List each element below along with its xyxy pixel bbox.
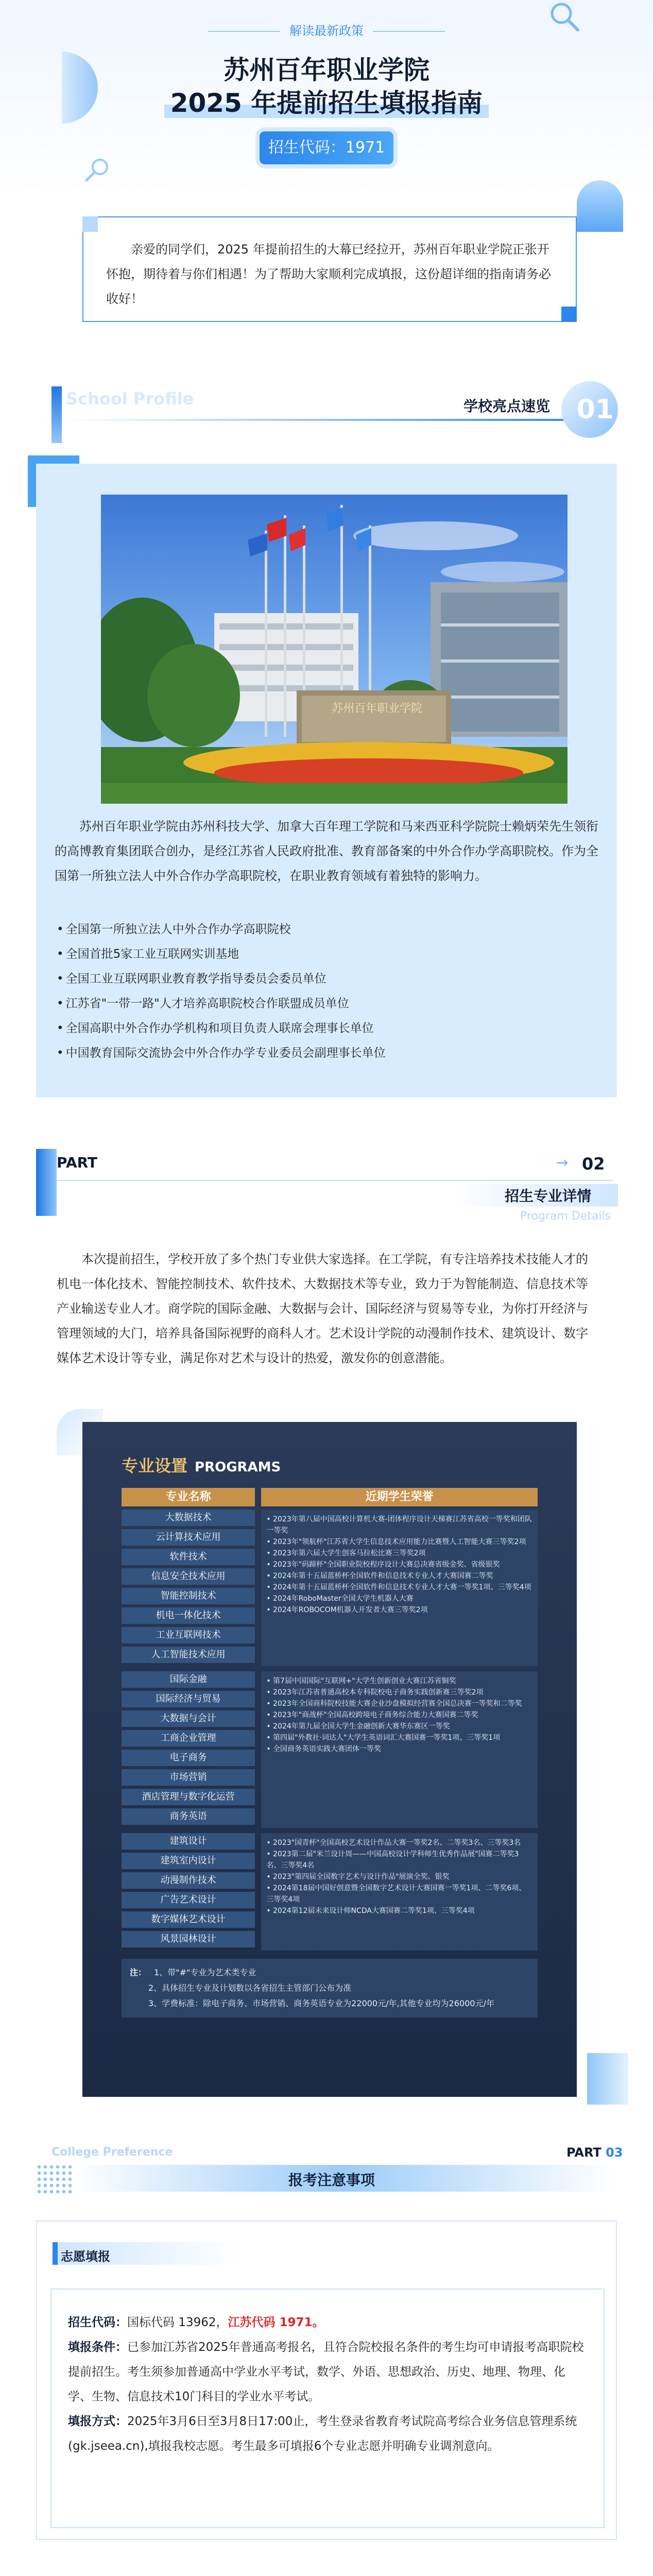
program-group — [122, 1833, 538, 1951]
programs-table-panel — [82, 1422, 577, 2097]
major-name: 建筑设计 — [122, 1833, 255, 1850]
major-name: 人工智能技术应用 — [122, 1647, 255, 1663]
list-item: • 全国高职中外合作办学机构和项目负责人联席会理事长单位 — [57, 1016, 597, 1041]
page-title: 苏州百年职业学院 — [224, 55, 429, 85]
note-line: 3、学费标准：除电子商务、市场营销、商务英语专业为22000元/年,其他专业均为26000元/年 — [148, 1998, 494, 2008]
section2-header — [0, 1139, 653, 1226]
section2-number: 02 — [582, 1154, 605, 1174]
major-name: 国际金融 — [122, 1671, 255, 1688]
page-subtitle-text: 2025 年提前招生填报指南 — [164, 88, 489, 118]
list-item: • 中国教育国际交流协会中外合作办学专业委员会副理事长单位 — [57, 1041, 597, 1065]
honor-item: • 2023年第六届大学生创客马拉松比赛三等奖2项 — [266, 1548, 532, 1559]
magnifier-icon — [82, 155, 113, 185]
major-name: 工业互联网技术 — [122, 1627, 255, 1643]
admission-code-line — [68, 2310, 587, 2335]
jiangsu-code: 江苏代码 1971。 — [228, 2316, 324, 2329]
notice-panel — [36, 2221, 617, 2540]
major-name-column — [122, 1833, 255, 1951]
major-name: 风景园林设计 — [122, 1931, 255, 1947]
honor-item: • 全国商务英语实践大赛团体一等奖 — [266, 1743, 532, 1755]
note-line: 1、带"#"专业为艺术类专业 — [154, 1968, 256, 1977]
field-value: 已参加江苏省2025年普通高考报名，且符合院校报名条件的考生均可申请报考高职院校提前招生。考生须参加普通高中学业水平考试，数学、外语、思想政治、历史、地理、物理、化学、生物、信息技术10门科目的学业水平考试。 — [68, 2341, 584, 2403]
intro-text: 亲爱的同学们，2025 年提前招生的大幕已经拉开，苏州百年职业学院正张开怀抱，期待着与你们相遇！为了帮助大家顺利完成填报，这份超详细的指南请务必收好！ — [82, 216, 577, 322]
major-name: 大数据与会计 — [122, 1710, 255, 1727]
section3-header — [0, 2143, 653, 2210]
list-item: • 全国第一所独立法人中外合作办学高职院校 — [57, 917, 597, 942]
section1-header — [0, 361, 653, 443]
highlight-list — [57, 917, 597, 1065]
corner-bracket — [28, 455, 79, 507]
major-name: 酒店管理与数字化运营 — [122, 1789, 255, 1805]
tagline: 解读最新政策 — [0, 21, 653, 39]
major-name: 云计算技术应用 — [122, 1529, 255, 1546]
honors-column — [261, 1833, 538, 1951]
eligibility-line — [68, 2335, 587, 2409]
decor-shape — [577, 180, 623, 232]
major-name: 动漫制作技术 — [122, 1872, 255, 1889]
major-name: 工商企业管理 — [122, 1730, 255, 1747]
section3-number: 03 — [606, 2145, 623, 2160]
major-name: 机电一体化技术 — [122, 1607, 255, 1624]
header — [0, 0, 653, 330]
section-accent-bar — [51, 386, 62, 443]
school-description: 苏州百年职业学院由苏州科技大学、加拿大百年理工学院和马来西亚科学院院士赖炳荣先生领衔的高博教育集团联合创办，是经江苏省人民政府批准、教育部备案的中外合作办学高职院校。作为全国第一所独立法人中外合作办学高职院校，在职业教育领域有着独特的影响力。 — [55, 819, 598, 883]
major-name: 建筑室内设计 — [122, 1853, 255, 1869]
major-name: 广告艺术设计 — [122, 1892, 255, 1908]
section1-number: 01 — [561, 381, 618, 438]
note-label: 注： — [130, 1968, 147, 1977]
section2-en-title: Program Details — [520, 1210, 611, 1223]
honor-item: • 2023年"码蹄杯"全国职业院校程序设计大赛总决赛省级金奖、省级银奖 — [266, 1559, 532, 1570]
honor-item: • 2024年ROBOCOM机器人开发者大赛三等奖2项 — [266, 1604, 532, 1616]
program-group — [122, 1671, 538, 1828]
major-name-column — [122, 1510, 255, 1666]
section-accent-bar — [36, 1149, 57, 1216]
notice-tab-label: 志愿填报 — [61, 2249, 110, 2264]
part-label: PART — [57, 1154, 98, 1171]
honors-column — [261, 1510, 538, 1666]
programs-title — [122, 1453, 538, 1477]
honor-item: • 2024年第十五届蓝桥杯全国软件和信息技术专业人才大赛一等奖1项、三等奖4项 — [266, 1582, 532, 1593]
major-name: 国际经济与贸易 — [122, 1691, 255, 1707]
major-name: 数字媒体艺术设计 — [122, 1911, 255, 1928]
list-item: • 江苏省"一带一路"人才培养高职院校合作联盟成员单位 — [57, 991, 597, 1016]
arrow-right-icon: → — [556, 1154, 569, 1171]
list-item: • 全国工业互联网职业教育教学指导委员会委员单位 — [57, 967, 597, 991]
field-label: 填报条件： — [68, 2341, 127, 2354]
campus-photo — [101, 495, 568, 804]
table-notes — [122, 1959, 538, 2018]
field-label: 招生代码： — [68, 2316, 127, 2329]
col-header-major: 专业名称 — [122, 1488, 255, 1506]
notice-content — [50, 2289, 605, 2528]
note-line: 2、具体招生专业及计划数以各省招生主管部门公布为准 — [148, 1983, 352, 1993]
honor-item: • 2024第12届未来设计师NCDA大赛国赛二等奖1项、三等奖4项 — [266, 1905, 532, 1917]
admission-code-badge: 招生代码：1971 — [260, 131, 393, 164]
honor-item: • 2023第二届"米兰设计周——中国高校设计学科师生优秀作品展"国赛二等奖3名、三等奖4名 — [266, 1849, 532, 1871]
major-name: 市场营销 — [122, 1769, 255, 1786]
section3-title: 报考注意事项 — [288, 2172, 375, 2189]
programs-title-zh: 专业设置 — [122, 1456, 188, 1476]
major-name-column — [122, 1671, 255, 1828]
section-divider — [57, 1180, 613, 1181]
field-label: 填报方式： — [68, 2415, 127, 2428]
col-header-honors: 近期学生荣誉 — [261, 1488, 538, 1506]
part-label — [566, 2145, 623, 2160]
honor-item: • 2023年"商战杯"全国高校跨境电子商务综合能力大赛国赛二等奖 — [266, 1709, 532, 1721]
honor-item: • 2024第18届中国好创意暨全国数字艺术设计大赛国赛一等奖1项、二等奖6项、三等奖4项 — [266, 1883, 532, 1905]
school-profile-panel — [36, 464, 617, 1097]
field-value: 2025年3月6日至3月8日17:00止，考生登录省教育考试院高考综合业务信息管理系统(gk.jseea.cn),填报我校志愿。考生最多可填报6个专业志愿并明确专业调剂意向。 — [68, 2415, 577, 2453]
major-name: 软件技术 — [122, 1549, 255, 1565]
part-word: PART — [566, 2145, 602, 2160]
method-line — [68, 2409, 587, 2459]
campus-sign-text: 苏州百年职业学院 — [331, 702, 422, 715]
honor-item: • 第7届中国国际"互联网+"大学生创新创业大赛江苏省铜奖 — [266, 1675, 532, 1687]
honor-item: • 第四届"外教社·词达人"大学生英语词汇大赛国赛一等奖1项、三等奖1项 — [266, 1732, 532, 1743]
honors-column — [261, 1671, 538, 1828]
program-groups — [122, 1510, 538, 1951]
honor-item: • 2023年全国商科院校技能大赛企业沙盘模拟经营赛全国总决赛一等奖和二等奖 — [266, 1698, 532, 1709]
honor-item: • 2023年"领航杯"江苏省大学生信息技术应用能力比赛暨人工智能大赛三等奖2项 — [266, 1536, 532, 1548]
honor-item: • 2023"国青杯"全国高校艺术设计作品大赛一等奖2名、二等奖3名、三等奖3名 — [266, 1837, 532, 1849]
table-header — [122, 1488, 538, 1506]
major-name: 大数据技术 — [122, 1510, 255, 1526]
section1-en-title: School Profile — [66, 389, 194, 409]
programs-title-en: PROGRAMS — [195, 1460, 281, 1475]
honor-item: • 2023"第四届全国数字艺术与设计作品"展演全奖、银奖 — [266, 1871, 532, 1883]
section1-title: 学校亮点速览 — [463, 398, 551, 415]
honor-item: • 2023年第八届中国高校计算机大赛-团体程序设计天梯赛江苏省高校一等奖和团队一等奖 — [266, 1514, 532, 1536]
major-name: 电子商务 — [122, 1750, 255, 1766]
honor-item: • 2023年江苏省普通高校本专科院校电子商务实践创新赛三等奖2项 — [266, 1687, 532, 1698]
field-value: 国标代码 13962， — [127, 2316, 228, 2329]
page-subtitle — [0, 82, 653, 120]
major-name: 商务英语 — [122, 1808, 255, 1825]
section-divider — [66, 419, 586, 421]
major-name: 信息安全技术应用 — [122, 1568, 255, 1585]
list-item: • 全国首批5家工业互联网实训基地 — [57, 942, 597, 967]
program-group — [122, 1510, 538, 1666]
major-name: 智能控制技术 — [122, 1588, 255, 1604]
programs-description: 本次提前招生，学校开放了多个热门专业供大家选择。在工学院，有专注培养技术技能人才的机电一体化技术、智能控制技术、软件技术、大数据技术等专业，致力于为智能制造、信息技术等产业输送专业人才。商学院的国际金融、大数据与会计、国际经济与贸易等专业，为你打开经济与管理领域的大门，培养具备国际视野的商科人才。艺术设计学院的动漫制作技术、建筑设计、数字媒体艺术设计等专业，满足你对艺术与设计的热爱，激发你的创意潜能。 — [57, 1252, 588, 1365]
section3-en-title: College Preference — [51, 2146, 173, 2159]
honor-item: • 2024年第十五届蓝桥杯全国软件和信息技术专业人才大赛国赛二等奖 — [266, 1570, 532, 1582]
honor-item: • 2024年第九届全国大学生金融创新大赛华东赛区一等奖 — [266, 1721, 532, 1732]
decor-block — [587, 2053, 628, 2105]
decor-dots — [36, 2164, 72, 2195]
section2-title: 招生专业详情 — [505, 1188, 592, 1205]
honor-item: • 2024年RoboMaster全国大学生机器人大赛 — [266, 1593, 532, 1604]
